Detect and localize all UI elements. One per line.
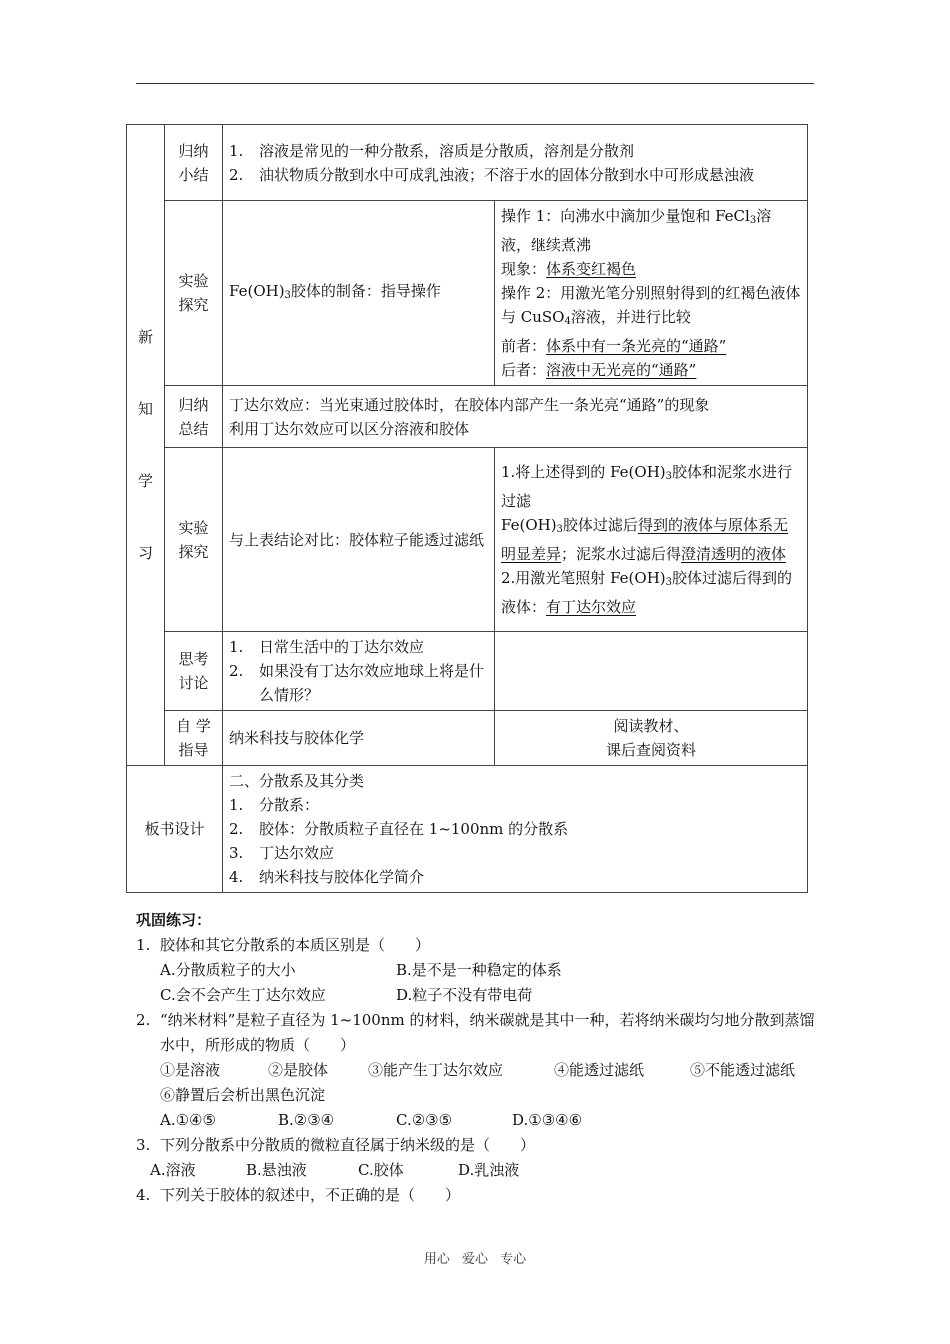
lesson-plan-table xyxy=(126,124,808,893)
category-summary-1: 归纳 小结 xyxy=(165,125,223,201)
category-discussion: 思考 讨论 xyxy=(165,632,223,711)
category-experiment-1: 实验 探究 xyxy=(165,201,223,386)
laser-step: 2.用激光笔照射 $Fe(OH)_3$胶体过滤后得到的液体：有丁达尔效应 xyxy=(501,569,793,616)
phenomenon: 现象：体系变红褐色 xyxy=(501,260,637,278)
board-design-label: 板书设计 xyxy=(127,766,223,893)
board-design-content: 二、分散系及其分类 1. 分散系： 2. 胶体：分散质粒子直径在 1~100nm 的分散系 3. 丁达尔效应 4. 纳米科技与胶体化学简介 xyxy=(223,766,808,893)
section-label-new-knowledge: 新 知 学 习 xyxy=(127,125,165,766)
category-experiment-2: 实验 探究 xyxy=(165,448,223,632)
experiment-2-steps xyxy=(495,448,808,632)
list-item: 2. 胶体：分散质粒子直径在 1~100nm 的分散系 xyxy=(229,820,569,838)
list-item: 1. 溶液是常见的一种分散系，溶质是分散质，溶剂是分散剂 xyxy=(229,141,635,160)
question-1-options: A.分散质粒子的大小 B.是不是一种稳定的体系 xyxy=(160,961,562,979)
page-footer: 用心 爱心 专心 xyxy=(423,1252,527,1267)
experiment-1-topic: $Fe(OH)_3$胶体的制备：指导操作 xyxy=(223,201,495,386)
operation-1: 操作 1：向沸水中滴加少量饱和 FeCl$_3$溶液，继续煮沸 xyxy=(501,207,772,254)
question-2-statements-2: ⑥静置后会析出黑色沉淀 xyxy=(160,1086,326,1104)
question-3: 3. 下列分散系中分散质的微粒直径属于纳米级的是（ ） xyxy=(136,1136,536,1154)
experiment-2-topic: 与上表结论对比：胶体粒子能透过滤纸 xyxy=(223,448,495,632)
question-1-options-2: C.会不会产生丁达尔效应 D.粒子不没有带电荷 xyxy=(160,986,533,1004)
row-discussion xyxy=(127,632,808,711)
discussion-empty xyxy=(495,632,808,711)
list-item: 3. 丁达尔效应 xyxy=(229,844,335,862)
question-2-options: A.①④⑤ B.②③④ C.②③⑤ D.①③④⑥ xyxy=(160,1111,583,1129)
exercises-heading: 巩固练习： xyxy=(136,911,212,929)
row-board-design xyxy=(127,766,808,893)
row-summary-1 xyxy=(127,125,808,201)
list-item: 2. 如果没有丁达尔效应地球上将是什么情形？ xyxy=(229,662,485,704)
self-study-guidance: 阅读教材、 课后查阅资料 xyxy=(495,711,808,766)
result-latter: 后者：溶液中无光亮的“通路” xyxy=(501,361,697,379)
question-4: 4. 下列关于胶体的叙述中，不正确的是（ ） xyxy=(136,1186,461,1204)
filtration-step: 1.将上述得到的 $Fe(OH)_3$胶体和泥浆水进行过滤 xyxy=(501,463,793,510)
summary-1-content xyxy=(223,125,808,201)
row-experiment-2 xyxy=(127,448,808,632)
summary-2-content: 丁达尔效应：当光束通过胶体时，在胶体内部产生一条光亮“通路”的现象 利用丁达尔效应可以区分溶液和胶体 xyxy=(223,386,808,448)
result-former: 前者：体系中有一条光亮的“通路” xyxy=(501,337,727,355)
list-item: 4. 纳米科技与胶体化学简介 xyxy=(229,868,425,886)
filtration-result: $Fe(OH)_3$胶体过滤后得到的液体与原体系无明显差异；泥浆水过滤后得澄清透明的液体 xyxy=(501,516,788,563)
question-2: 2. “纳米材料”是粒子直径为 1~100nm 的材料，纳米碳就是其中一种，若将纳米碳均匀地分散到蒸馏水中，所形成的物质（ ） xyxy=(136,1011,815,1054)
exercises-section xyxy=(136,908,826,1208)
category-summary-2: 归纳 总结 xyxy=(165,386,223,448)
list-item: 1. 日常生活中的丁达尔效应 xyxy=(229,638,425,656)
discussion-content xyxy=(223,632,495,711)
operation-2: 操作 2：用激光笔分别照射得到的红褐色液体与 CuSO$_4$溶液，并进行比较 xyxy=(501,284,801,327)
question-1: 1. 胶体和其它分散系的本质区别是（ ） xyxy=(136,936,431,954)
row-summary-2 xyxy=(127,386,808,448)
row-experiment-1 xyxy=(127,201,808,386)
header-rule xyxy=(136,83,814,84)
row-self-study xyxy=(127,711,808,766)
list-item: 1. 分散系： xyxy=(229,796,320,814)
category-self-study: 自 学 指导 xyxy=(165,711,223,766)
question-2-statements: ①是溶液 ②是胶体 ③能产生丁达尔效应 ④能透过滤纸 ⑤不能透过滤纸 xyxy=(160,1061,796,1079)
self-study-topic: 纳米科技与胶体化学 xyxy=(223,711,495,766)
list-item: 2. 油状物质分散到水中可成乳浊液；不溶于水的固体分散到水中可形成悬浊液 xyxy=(229,165,755,184)
question-3-options: A.溶液 B.悬浊液 C.胶体 D.乳浊液 xyxy=(150,1161,520,1179)
experiment-1-steps xyxy=(495,201,808,386)
